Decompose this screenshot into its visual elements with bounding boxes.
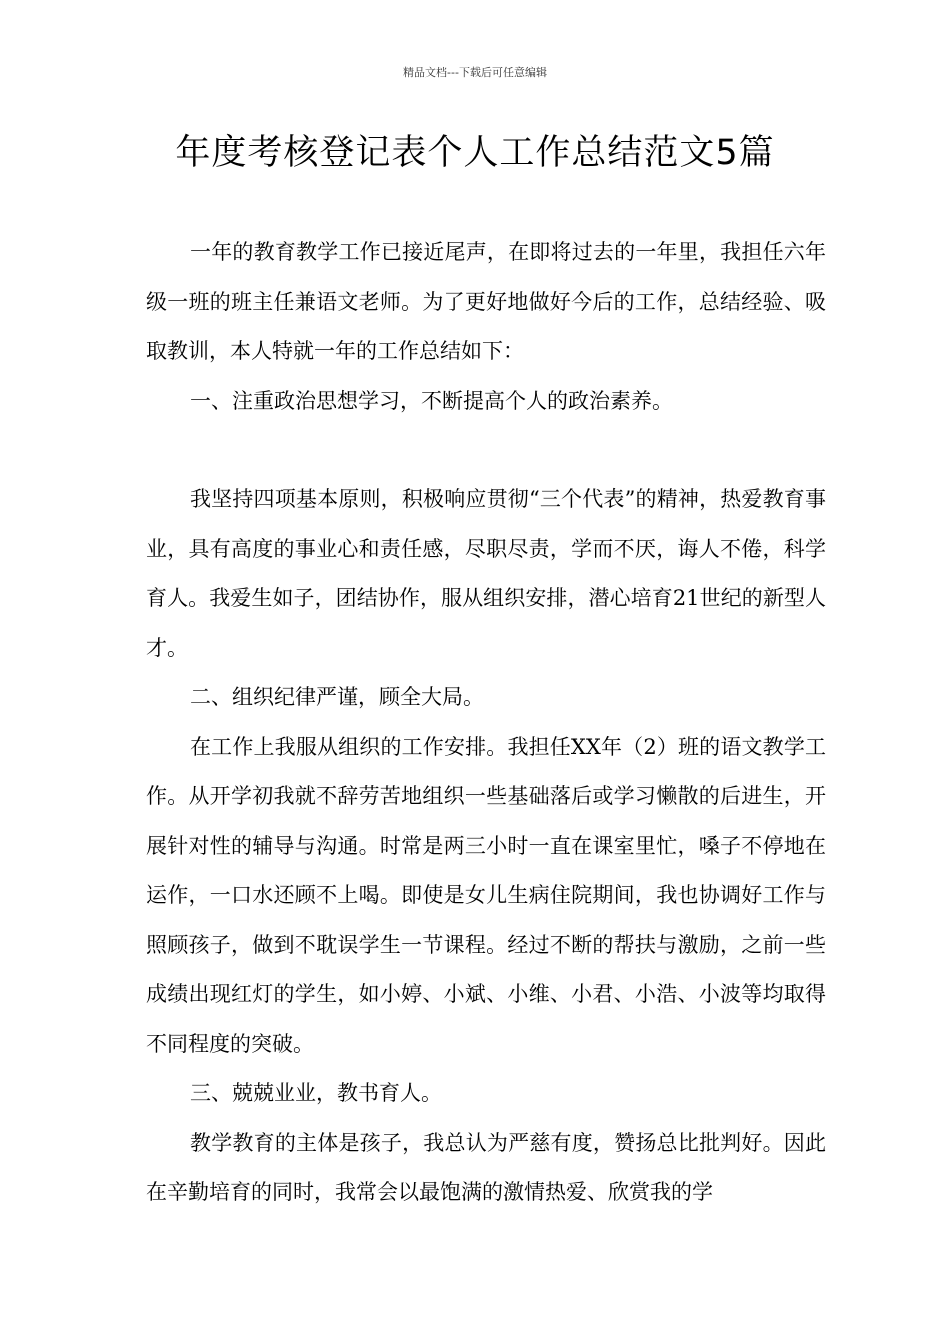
paragraph-intro: 一年的教育教学工作已接近尾声，在即将过去的一年里，我担任六年级一班的班主任兼语文老师。为了更好地做好今后的工作，总结经验、吸取教训，本人特就一年的工作总结如下：: [146, 240, 826, 363]
heading-section-1: 一、注重政治思想学习，不断提高个人的政治素养。: [190, 388, 673, 413]
document-body-section-2: [146, 475, 826, 1218]
paragraph-discipline: 在工作上我服从组织的工作安排。我担任XX年（2）班的语文教学工作。从开学初我就不辞劳苦地组织一些基础落后或学习懒散的后进生，开展针对性的辅导与沟通。时常是两三小时一直在课室里忙，嗓子不停地在运作，一口水还顾不上喝。即使是女儿生病住院期间，我也协调好工作与照顾孩子，做到不耽误学生一节课程。经过不断的帮扶与激励，之前一些成绩出现红灯的学生，如小婷、小斌、小维、小君、小浩、小波等均取得不同程度的突破。: [146, 734, 826, 1056]
heading-section-2: 二、组织纪律严谨，顾全大局。: [190, 685, 484, 709]
paragraph-politics: 我坚持四项基本原则，积极响应贯彻“三个代表”的精神，热爱教育事业，具有高度的事业心和责任感，尽职尽责，学而不厌，诲人不倦，科学育人。我爱生如子，团结协作，服从组织安排，潜心培育21世纪的新型人才。: [146, 487, 826, 660]
document-title: 年度考核登记表个人工作总结范文5篇: [175, 133, 775, 173]
heading-section-3: 三、兢兢业业，教书育人。: [190, 1081, 442, 1105]
document-body-section-1: [146, 228, 826, 426]
paragraph-teaching: 教学教育的主体是孩子，我总认为严慈有度，赞扬总比批判好。因此在辛勤培育的同时，我常会以最饱满的激情热爱、欣赏我的学: [146, 1130, 826, 1204]
page-header-note: 精品文档---下载后可任意编辑: [403, 66, 547, 79]
